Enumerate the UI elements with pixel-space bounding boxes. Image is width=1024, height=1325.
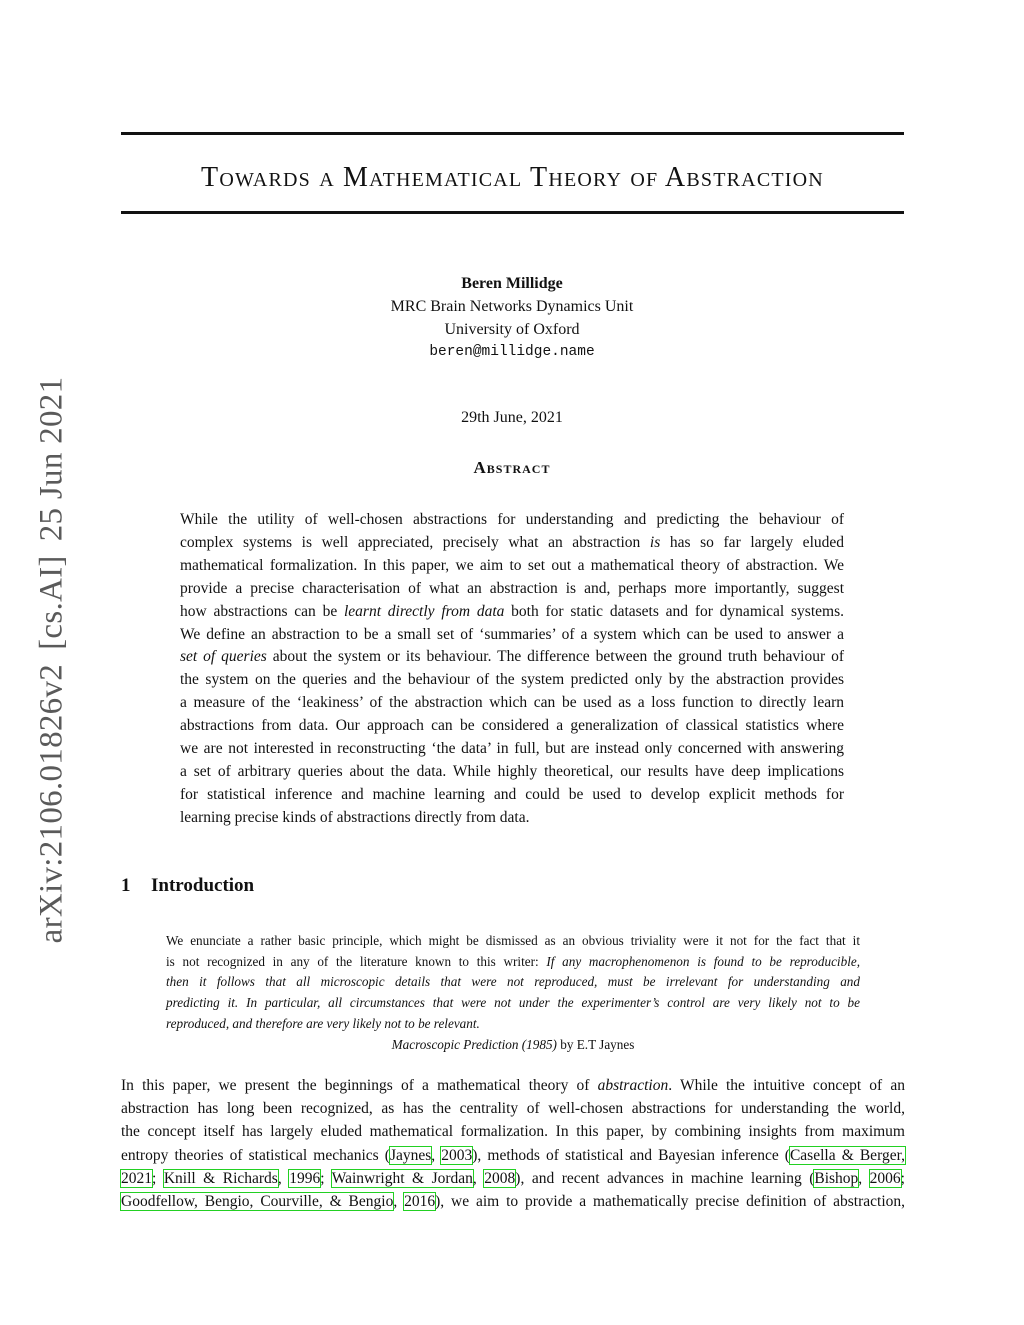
- citation-link[interactable]: Goodfellow, Bengio, Courville, & Bengio: [121, 1193, 394, 1211]
- quote-line: then it follows that all microscopic details that were not reproduced, must be irrelevant for understanding and: [166, 974, 860, 990]
- emphasis: is: [649, 533, 661, 551]
- author-unit: MRC Brain Networks Dynamics Unit: [390, 298, 634, 315]
- arxiv-category: [cs.AI]: [33, 555, 70, 650]
- citation-link[interactable]: Wainwright & Jordan: [331, 1169, 473, 1187]
- abstract-line: set of queries about the system or its behaviour. The difference between the ground truth behaviour of: [180, 648, 845, 666]
- introduction-paragraph: [121, 1074, 905, 1213]
- title-rule-top: [121, 132, 904, 135]
- arxiv-id: arXiv:2106.01826v2: [33, 663, 70, 944]
- section-heading-introduction: [121, 875, 254, 897]
- abstract-line: a set of arbitrary queries about the data. While highly theoretical, our results have deep implications: [180, 762, 844, 780]
- citation-link[interactable]: 2021: [121, 1169, 152, 1187]
- section-title: Introduction: [151, 875, 255, 896]
- abstract-line: for statistical inference and machine learning and could be used to develop explicit methods for: [180, 785, 844, 803]
- citation-link[interactable]: 2006: [869, 1169, 901, 1187]
- paragraph-line: Goodfellow, Bengio, Courville, & Bengio, 2016), we aim to provide a mathematically precise definition of abstraction,: [121, 1193, 905, 1211]
- paragraph-line: entropy theories of statistical mechanics (Jaynes, 2003), methods of statistical and Bayesian inference (Casella & Berger,: [121, 1146, 905, 1164]
- citation-link[interactable]: 2016: [404, 1193, 436, 1211]
- title-rule-bottom: [121, 211, 904, 214]
- abstract-line: While the utility of well-chosen abstractions for understanding and predicting the behaviour of: [180, 511, 844, 528]
- author-name: Beren Millidge: [461, 275, 563, 292]
- paragraph-line: the concept itself has largely eluded mathematical formalization. In this paper, by combining insights from maximum: [121, 1123, 905, 1141]
- abstract-line: we are not interested in reconstructing ‘the data’ in full, but are instead only concerned with answering: [180, 740, 844, 758]
- quote-line: predicting it. In particular, all circumstances that were not under the experimenter’s control are very likely not to be: [166, 995, 860, 1011]
- abstract-line: abstractions from data. Our approach can be considered a generalization of classical statistics where: [180, 717, 844, 735]
- citation-link[interactable]: Jaynes: [389, 1146, 432, 1164]
- quote-line: reproduced, and therefore are very likely not to be relevant.: [166, 1015, 480, 1031]
- quote-source: Macroscopic Prediction (1985) by E.T Jaynes: [391, 1036, 635, 1052]
- abstract-line: We define an abstraction to be a small set of ‘summaries’ of a system which can be used to answer a: [180, 625, 844, 643]
- abstract-line: learning precise kinds of abstractions directly from data.: [180, 808, 530, 826]
- quote-line: is not recognized in any of the literature known to this writer: If any macrophenomenon is found to be reproducible,: [166, 953, 861, 969]
- citation-link[interactable]: 1996: [289, 1169, 321, 1187]
- abstract-line: the system on the queries and the behaviour of the system predicted only by the abstraction provides: [180, 671, 844, 689]
- author-block: [0, 272, 1024, 364]
- author-email[interactable]: beren@millidge.name: [429, 344, 595, 360]
- arxiv-sidebar-stamp: [34, 363, 71, 944]
- citation-link[interactable]: Knill & Richards: [163, 1169, 278, 1187]
- citation-link[interactable]: 2008: [484, 1169, 516, 1187]
- epigraph-quote: [166, 931, 860, 1055]
- emphasis: learnt directly from data: [343, 602, 505, 620]
- arxiv-date: 25 Jun 2021: [33, 376, 70, 542]
- paragraph-line: 2021; Knill & Richards, 1996; Wainwright & Jordan, 2008), and recent advances in machine learning (Bishop, 2006;: [121, 1169, 905, 1187]
- abstract-line: how abstractions can be learnt directly from data both for static datasets and for dynamical systems.: [180, 602, 844, 620]
- emphasis: set of queries: [180, 648, 267, 666]
- citation-link[interactable]: Bishop: [814, 1169, 859, 1187]
- abstract-line: mathematical formalization. In this paper, we aim to set out a mathematical theory of abstraction. We: [180, 556, 844, 574]
- author-university: University of Oxford: [444, 321, 580, 338]
- abstract-heading: Abstract: [473, 458, 551, 477]
- citation-link[interactable]: Casella & Berger,: [789, 1146, 905, 1164]
- quote-line: We enunciate a rather basic principle, which might be dismissed as an obvious triviality were it not for the fact that it: [166, 933, 860, 948]
- abstract-text: [180, 509, 844, 830]
- paper-date: 29th June, 2021: [461, 409, 563, 426]
- citation-link[interactable]: 2003: [441, 1146, 473, 1164]
- emphasis: abstraction: [597, 1077, 669, 1094]
- paragraph-line: In this paper, we present the beginnings of a mathematical theory of abstraction. While the intuitive concept of an: [121, 1077, 906, 1094]
- abstract-line: complex systems is well appreciated, precisely what an abstraction is has so far largely eluded: [180, 533, 845, 551]
- paper-title: Towards a Mathematical Theory of Abstraction: [201, 162, 824, 193]
- section-number: 1: [121, 875, 131, 896]
- abstract-line: provide a precise characterisation of what an abstraction is and, perhaps more importantly, suggest: [180, 579, 844, 597]
- abstract-line: a measure of the ‘leakiness’ of the abstraction which can be used as a loss function to directly learn: [180, 694, 844, 712]
- paragraph-line: abstraction has long been recognized, as has the centrality of well-chosen abstractions for understanding the world,: [121, 1100, 905, 1118]
